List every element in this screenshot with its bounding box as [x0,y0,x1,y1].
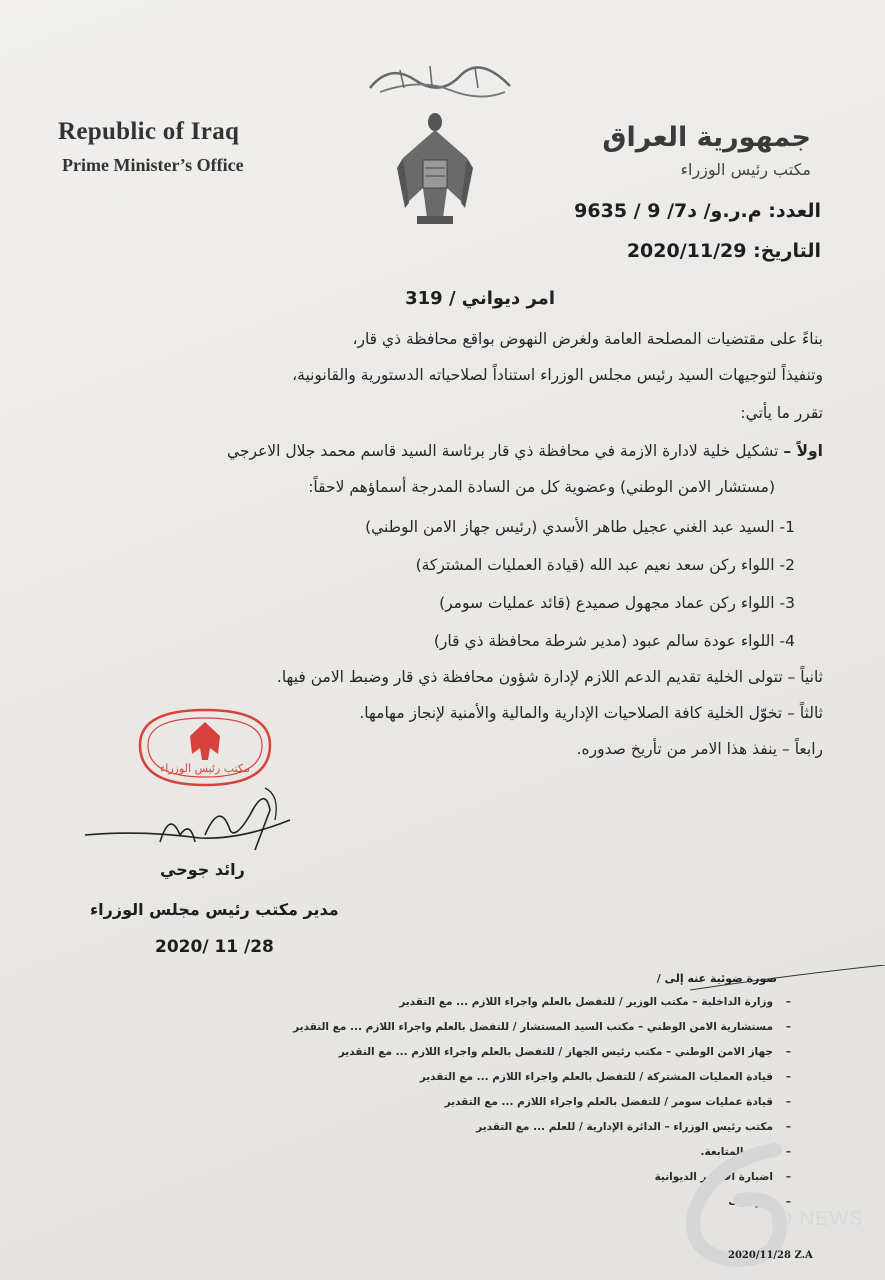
distribution-item: – الارشيف [728,1196,791,1208]
iraq-eagle-emblem [395,108,475,228]
clause-first [227,442,823,460]
signer-name: رائد جوحي [160,860,245,879]
distribution-item: – مكتب رئيس الوزراء – الدائرة الإدارية / للعلم ... مع التقدير [476,1121,791,1133]
clause-first-label: اولاً – [783,442,823,460]
document-date-value: 2020/11/29 [626,240,747,262]
body-line-3: تقرر ما يأتي: [740,404,823,422]
distribution-item: – قيادة عمليات سومر / للتفضل بالعلم واجراء اللازم ... مع التقدير [444,1096,791,1108]
member-item: 2- اللواء ركن سعد نعيم عبد الله (قيادة العمليات المشتركة) [415,556,795,574]
arabic-country-title: جمهورية العراق [602,122,811,153]
clause-third: ثالثاً – تخوّل الخلية كافة الصلاحيات الإدارية والمالية والأمنية لإنجاز مهامها. [359,704,823,722]
member-item: 4- اللواء عودة سالم عبود (مدير شرطة محافظة ذي قار) [433,632,795,650]
clause-fourth: رابعاً – ينفذ هذا الامر من تأريخ صدوره. [576,740,823,758]
stamp-text: مكتب رئيس الوزراء [160,762,250,775]
arabic-office-title: مكتب رئيس الوزراء [680,160,811,179]
distribution-item: – قسم المتابعة. [700,1146,791,1158]
distribution-title: صورة ضوئية عنه إلى / [656,972,777,985]
document-date-label: التاريخ: [753,240,821,262]
reference-number [574,200,821,222]
member-item: 1- السيد عبد الغني عجيل طاهر الأسدي (رئيس جهاز الامن الوطني) [365,518,795,536]
distribution-item: – اضبارة الأوامر الديوانية [654,1171,791,1183]
document-date [627,240,821,262]
order-title: امر ديواني / 319 [405,288,555,309]
signature-date: 2020/ 11 /28 [155,937,274,957]
reference-number-value: م.ر.و/ د7/ 9 / 9635 [574,200,762,222]
reference-number-label: العدد: [768,200,821,222]
member-item: 3- اللواء ركن عماد مجهول صميدع (قائد عمليات سومر) [439,594,795,612]
distribution-item: – قيادة العمليات المشتركة / للتفضل بالعلم واجراء اللازم ... مع التقدير [419,1071,791,1083]
clause-second: ثانياً – تتولى الخلية تقديم الدعم اللازم لإدارة شؤون محافظة ذي قار وضبط الامن فيها. [276,668,823,686]
clause-first-text: تشكيل خلية لادارة الازمة في محافظة ذي قار برئاسة السيد قاسم محمد جلال الاعرجي [226,442,779,460]
distribution-item: – وزارة الداخلية – مكتب الوزير / للتفضل بالعلم واجراء اللازم ... مع التقدير [399,996,791,1008]
body-line-1: بناءً على مقتضيات المصلحة العامة ولغرض النهوض بواقع محافظة ذي قار، [352,330,823,348]
clause-first-continuation: (مستشار الامن الوطني) وعضوية كل من السادة المدرجة أسماؤهم لاحقاً: [308,478,775,496]
english-country-title: Republic of Iraq [58,118,240,145]
basmala-calligraphy [360,58,520,98]
english-office-title: Prime Minister’s Office [62,155,244,175]
handwritten-signature [80,780,300,870]
signer-title: مدير مكتب رئيس مجلس الوزراء [90,900,339,919]
distribution-item: – مستشارية الامن الوطني – مكتب السيد المستشار / للتفضل بالعلم واجراء اللازم ... مع التقدير [293,1021,791,1033]
footer-code: 2020/11/28 Z.A [728,1250,813,1261]
watermark-text: IQ NEWS [770,1208,864,1230]
body-line-2: وتنفيذاً لتوجيهات السيد رئيس مجلس الوزراء استناداً لصلاحياته الدستورية والقانونية، [292,366,823,384]
distribution-item: – جهاز الامن الوطني – مكتب رئيس الجهاز / للتفضل بالعلم واجراء اللازم ... مع التقدير [338,1046,791,1058]
